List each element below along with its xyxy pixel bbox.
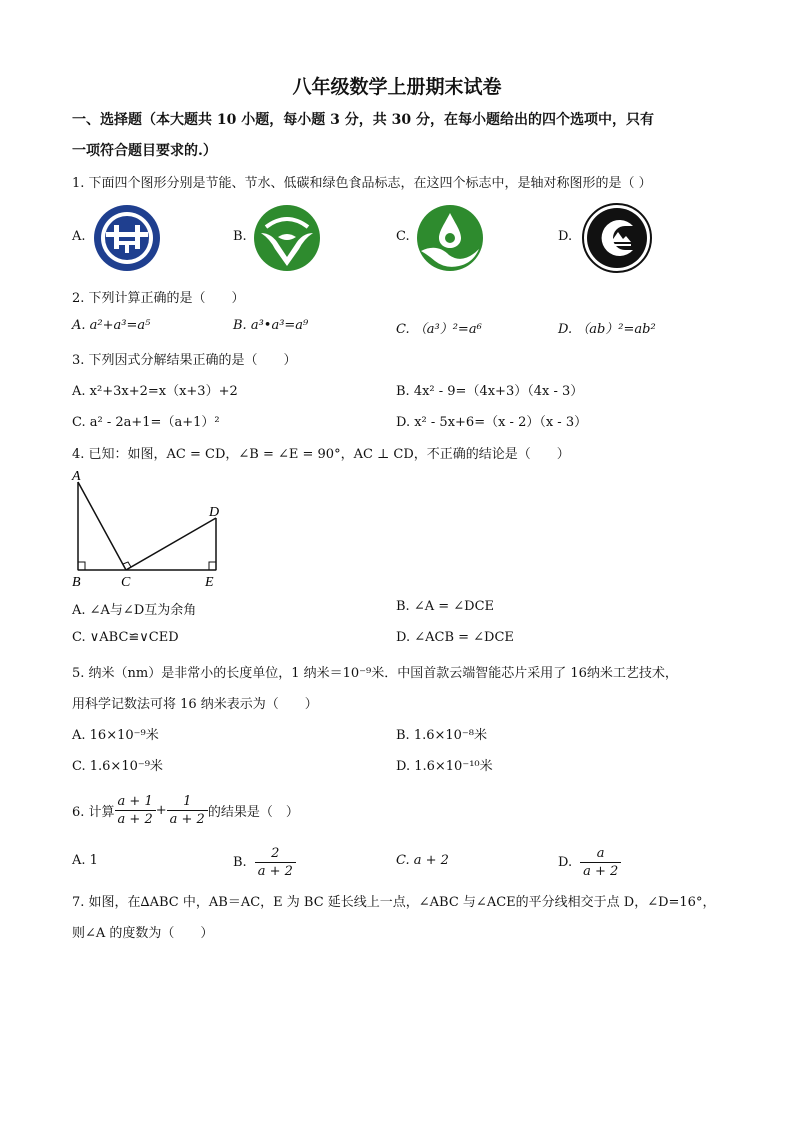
- label-b: B: [72, 575, 81, 590]
- q4-stem: 4. 已知：如图，AC = CD，∠B = ∠E = 90°，AC ⊥ CD，不正确的结论是（ ）: [72, 447, 570, 462]
- q6-plus: +: [155, 802, 167, 818]
- q6-fraction-2: [167, 793, 208, 828]
- q6-option-d-label: D.: [558, 854, 573, 870]
- q3-option-c: C. a² - 2a+1=（a+1）²: [72, 415, 220, 430]
- q1-label-b: B.: [233, 229, 247, 244]
- energy-saving-logo-icon: [92, 203, 162, 273]
- q6-fraction-2-numerator: 1: [167, 793, 208, 811]
- q6-prefix: 6. 计算: [72, 804, 115, 820]
- q6-option-a: A. 1: [72, 853, 98, 868]
- q2-option-c: C. （a³）²=a⁶: [396, 322, 482, 337]
- page-title: 八年级数学上册期末试卷: [292, 76, 502, 98]
- q4-option-d: D. ∠ACB = ∠DCE: [396, 630, 514, 645]
- q5-option-a: A. 16×10⁻⁹米: [72, 728, 159, 743]
- low-carbon-logo-icon: [415, 203, 485, 273]
- q6-option-b-numerator: 2: [255, 845, 296, 863]
- q4-option-c: C. ∨ABC≌∨CED: [72, 630, 179, 645]
- section-heading-line1: 一、选择题（本大题共 10 小题，每小题 3 分，共 30 分，在每小题给出的四个选项中，只有: [72, 112, 654, 128]
- q5-option-c: C. 1.6×10⁻⁹米: [72, 759, 163, 774]
- water-saving-logo-icon: [252, 203, 322, 273]
- q1-label-a: A.: [72, 229, 86, 244]
- q6-fraction-1-numerator: a + 1: [115, 793, 156, 811]
- q6-option-b-denominator: a + 2: [257, 863, 293, 879]
- q2-stem: 2. 下列计算正确的是（ ）: [72, 291, 245, 306]
- q6-option-d-denominator: a + 2: [583, 863, 619, 879]
- q6-option-d: [558, 842, 621, 882]
- q2-option-a: A. a²+a³=a⁵: [72, 318, 151, 333]
- q5-stem-line2: 用科学记数法可将 16 纳米表示为（ ）: [72, 697, 318, 712]
- section-heading-line2: 一项符合题目要求的.）: [72, 143, 217, 159]
- q6-fraction-1: [115, 793, 156, 828]
- q5-option-b: B. 1.6×10⁻⁸米: [396, 728, 488, 743]
- q6-option-b-label: B.: [233, 854, 247, 870]
- q6-option-d-fraction: [580, 845, 621, 880]
- label-e: E: [205, 575, 214, 590]
- q3-option-d: D. x² - 5x+6=（x - 2）（x - 3）: [396, 415, 588, 430]
- q6-option-c: C. a + 2: [396, 853, 449, 868]
- q1-stem: 1. 下面四个图形分别是节能、节水、低碳和绿色食品标志，在这四个标志中，是轴对称图形的是（ ）: [72, 176, 652, 191]
- q2-option-d: D. （ab）²=ab²: [558, 322, 656, 337]
- q1-label-d: D.: [558, 229, 573, 244]
- q2-option-b: B. a³•a³=a⁹: [233, 318, 309, 333]
- green-food-logo-icon: [581, 202, 653, 274]
- label-c: C: [121, 575, 131, 590]
- q1-label-c: C.: [396, 229, 410, 244]
- q6-option-d-numerator: a: [580, 845, 621, 863]
- q4-option-a: A. ∠A与∠D互为余角: [72, 603, 197, 618]
- q6-option-b-fraction: [255, 845, 296, 880]
- label-d: D: [209, 505, 220, 520]
- q4-option-b: B. ∠A = ∠DCE: [396, 599, 495, 614]
- q6-suffix: 的结果是（ ）: [207, 804, 299, 820]
- q4-geometry-figure: [66, 466, 230, 590]
- q6-stem: [72, 790, 299, 830]
- q3-option-a: A. x²+3x+2=x（x+3）+2: [72, 384, 238, 399]
- q5-option-d: D. 1.6×10⁻¹⁰米: [396, 759, 493, 774]
- q3-option-b: B. 4x² - 9=（4x+3）（4x - 3）: [396, 384, 584, 399]
- q7-stem-line2: 则∠A 的度数为（ ）: [72, 926, 214, 941]
- q6-fraction-2-denominator: a + 2: [169, 811, 205, 827]
- q6-fraction-1-denominator: a + 2: [117, 811, 153, 827]
- q3-stem: 3. 下列因式分解结果正确的是（ ）: [72, 353, 297, 368]
- label-a: A: [72, 469, 81, 484]
- q6-option-b: [233, 842, 296, 882]
- q5-stem-line1: 5. 纳米（nm）是非常小的长度单位，1 纳米＝10⁻⁹米．中国首款云端智能芯片采用了 16纳米工艺技术，: [72, 666, 678, 681]
- q7-stem-line1: 7. 如图，在∆ABC 中，AB＝AC，E 为 BC 延长线上一点，∠ABC 与∠ACE的平分线相交于点 D，∠D=16°，: [72, 895, 716, 910]
